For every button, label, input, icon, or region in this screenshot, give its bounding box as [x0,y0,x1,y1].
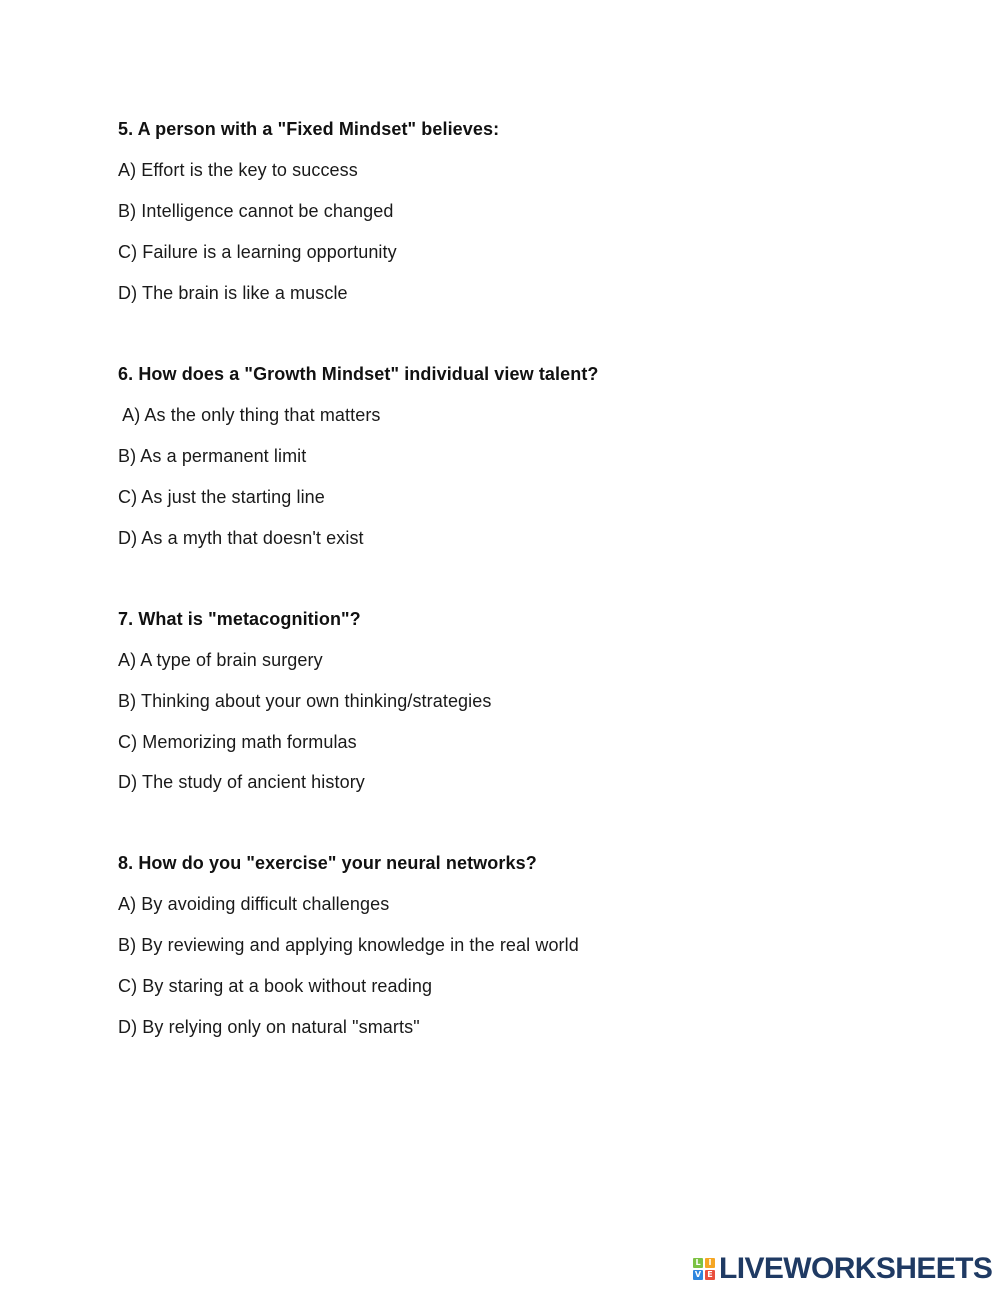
question-8-text: 8. How do you "exercise" your neural networks? [118,853,537,873]
logo-letter-e: E [705,1270,715,1280]
question-5-option-c[interactable]: C) Failure is a learning opportunity [118,242,397,262]
question-6-option-c[interactable]: C) As just the starting line [118,487,325,507]
question-6-option-a[interactable]: A) As the only thing that matters [118,405,381,425]
logo-letter-v: V [694,1270,702,1279]
question-5-option-b[interactable]: B) Intelligence cannot be changed [118,201,394,221]
liveworksheets-branding [692,1253,992,1285]
question-7-option-b[interactable]: B) Thinking about your own thinking/strategies [118,691,492,711]
question-8-option-a[interactable]: A) By avoiding difficult challenges [118,894,390,914]
question-8-option-c[interactable]: C) By staring at a book without reading [118,976,433,996]
question-5-option-a[interactable]: A) Effort is the key to success [118,160,358,180]
brand-name: LIVEWORKSHEETS [719,1252,993,1285]
question-6-option-b[interactable]: B) As a permanent limit [118,446,307,466]
worksheet-page [118,0,878,1294]
logo-letter-i: I [705,1258,715,1268]
question-6-option-d[interactable]: D) As a myth that doesn't exist [118,528,364,548]
liveworksheets-logo-icon [692,1257,716,1281]
question-7-option-c[interactable]: C) Memorizing math formulas [118,732,357,752]
question-7-option-d[interactable]: D) The study of ancient history [118,772,365,792]
question-7-option-a[interactable]: A) A type of brain surgery [118,650,323,670]
question-8-option-d[interactable]: D) By relying only on natural "smarts" [118,1017,420,1037]
question-7-text: 7. What is "metacognition"? [118,609,361,629]
question-5-text: 5. A person with a "Fixed Mindset" believes: [118,119,500,139]
question-5-option-d[interactable]: D) The brain is like a muscle [118,283,348,303]
question-8-option-b[interactable]: B) By reviewing and applying knowledge in the real world [118,935,579,955]
question-6-text: 6. How does a "Growth Mindset" individual view talent? [118,364,599,384]
logo-letter-l: L [693,1258,703,1268]
